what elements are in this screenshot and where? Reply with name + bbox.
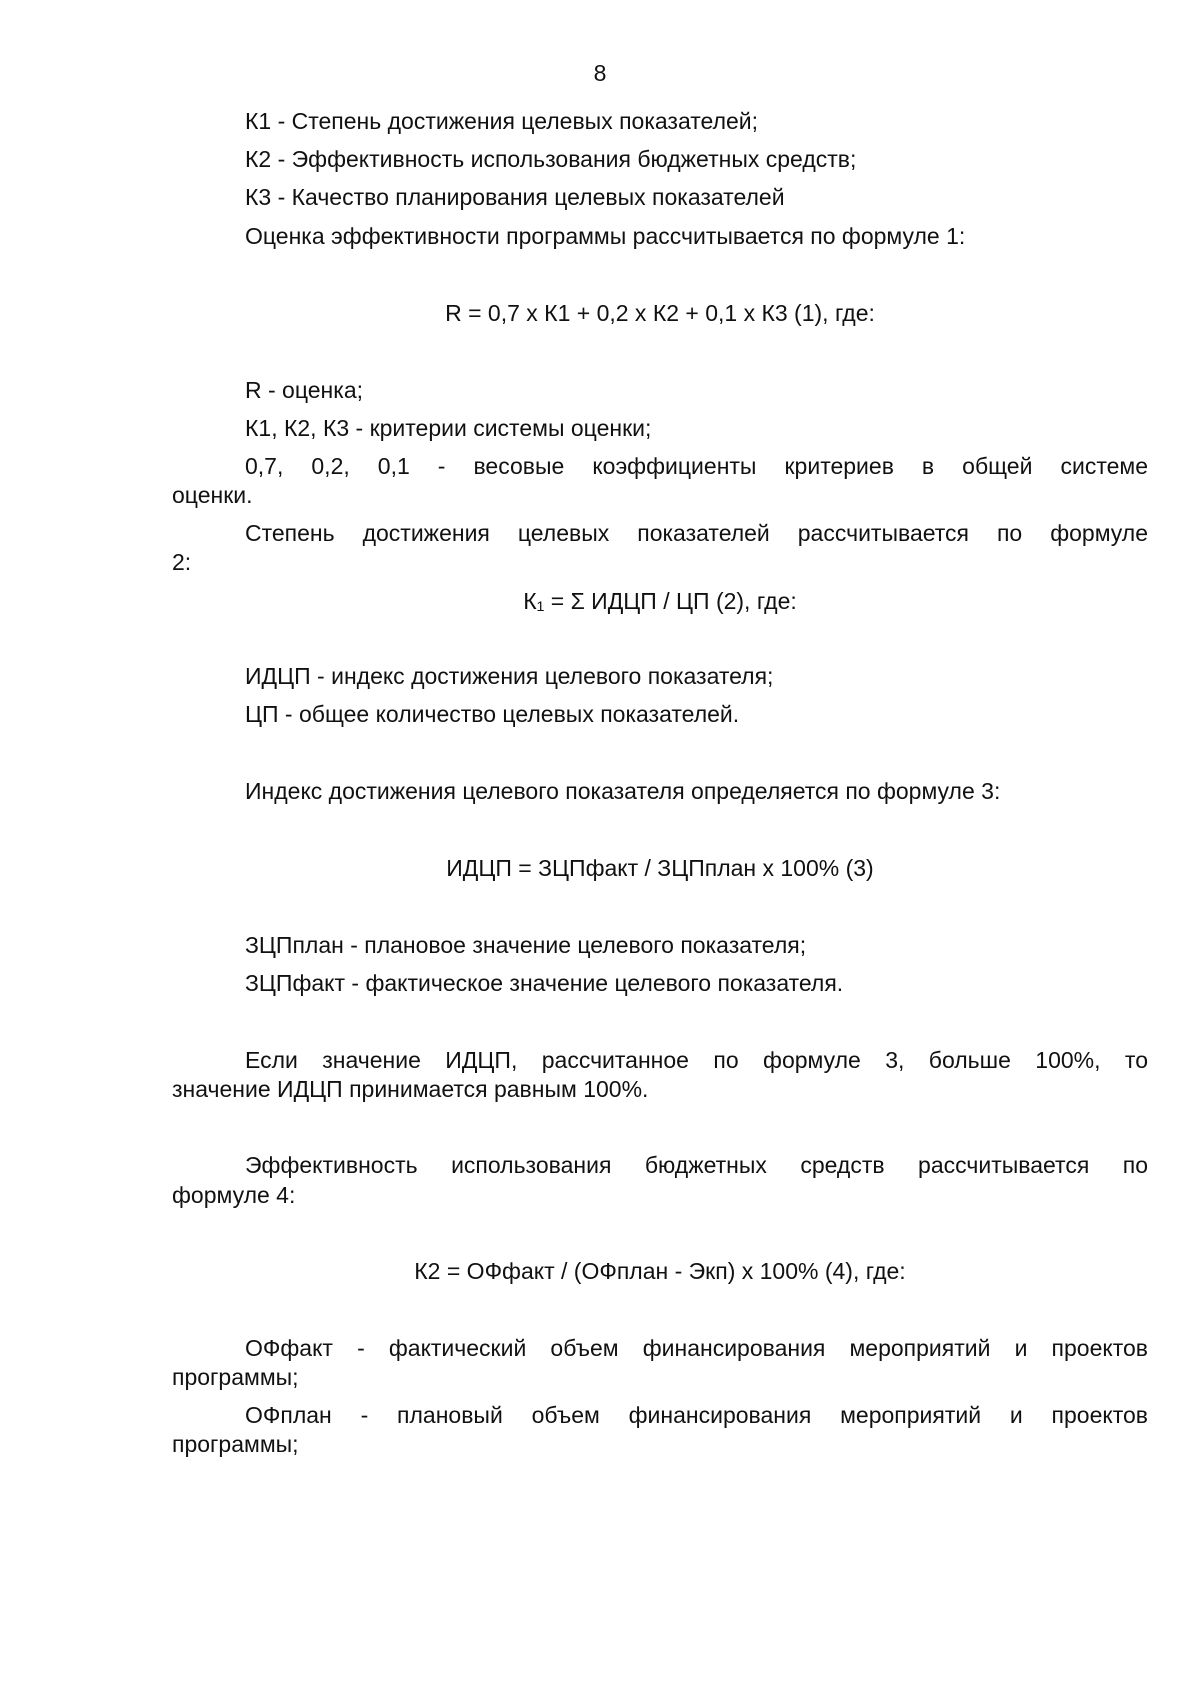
formula-1: R = 0,7 x К1 + 0,2 x К2 + 0,1 x К3 (1), где: [445,300,875,326]
formula3-intro: Индекс достижения целевого показателя определяется по формуле 3: [245,778,1001,804]
weights-line-2: оценки. [172,482,253,508]
formula2-intro-line-1: Степень достижения целевых показателей рассчитывается по формуле [245,520,1148,546]
criterion-k3: К3 - Качество планирования целевых показателей [245,184,785,210]
definition-of-fact-line-1: ОФфакт - фактический объем финансирования мероприятий и проектов [245,1335,1148,1361]
definition-k: К1, К2, К3 - критерии системы оценки; [245,415,652,441]
formula-4: К2 = ОФфакт / (ОФплан - Экп) x 100% (4), где: [414,1258,906,1284]
weights-line-1: 0,7, 0,2, 0,1 - весовые коэффициенты критериев в общей системе [245,453,1148,479]
page-number: 8 [593,60,607,86]
definition-cp: ЦП - общее количество целевых показателей. [245,701,740,727]
definition-zcp-fact: ЗЦПфакт - фактическое значение целевого показателя. [245,970,844,996]
formula1-intro: Оценка эффективности программы рассчитывается по формуле 1: [245,223,966,249]
criterion-k1: К1 - Степень достижения целевых показателей; [245,108,759,134]
definition-idcp: ИДЦП - индекс достижения целевого показателя; [245,663,774,689]
formula4-intro-line-2: формуле 4: [172,1182,296,1208]
formula-2: К₁ = Σ ИДЦП / ЦП (2), где: [523,588,797,614]
formula4-intro-line-1: Эффективность использования бюджетных средств рассчитывается по [245,1152,1148,1178]
formula-3: ИДЦП = ЗЦПфакт / ЗЦПплан x 100% (3) [446,855,874,881]
definition-of-plan-line-2: программы; [172,1431,299,1457]
cap-rule-line-2: значение ИДЦП принимается равным 100%. [172,1076,649,1102]
definition-of-plan-line-1: ОФплан - плановый объем финансирования мероприятий и проектов [245,1402,1148,1428]
criterion-k2: К2 - Эффективность использования бюджетных средств; [245,146,857,172]
definition-zcp-plan: ЗЦПплан - плановое значение целевого показателя; [245,932,807,958]
definition-r: R - оценка; [245,377,363,403]
formula2-intro-line-2: 2: [172,549,192,575]
definition-of-fact-line-2: программы; [172,1364,299,1390]
cap-rule-line-1: Если значение ИДЦП, рассчитанное по формуле 3, больше 100%, то [245,1047,1148,1073]
